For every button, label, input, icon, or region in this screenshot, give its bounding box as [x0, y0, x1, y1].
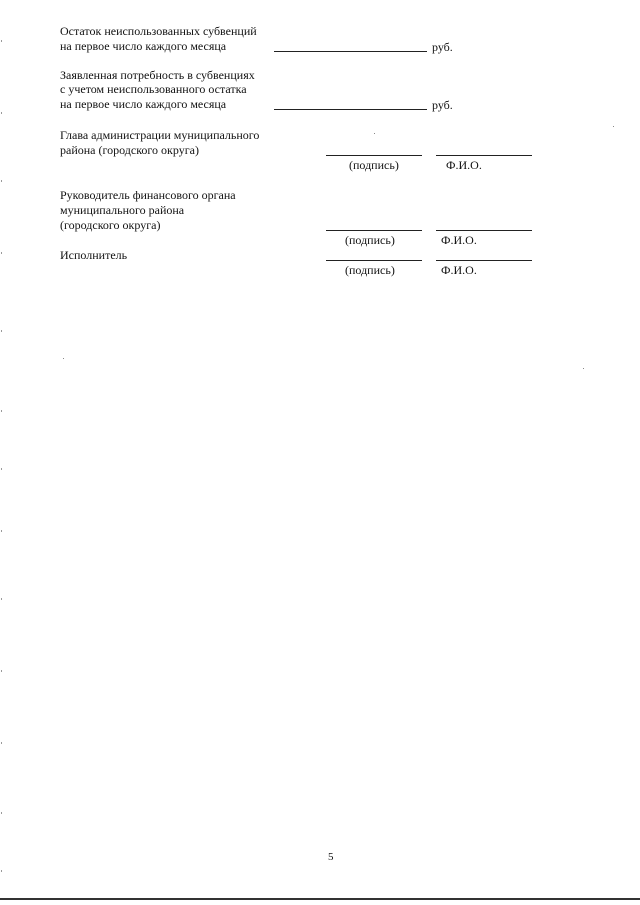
finance-head-label-line2: муниципального района	[60, 203, 185, 217]
scan-bottom-edge	[0, 898, 640, 900]
finance-head-signature-label: (подпись)	[345, 233, 395, 247]
finance-head-label-line1: Руководитель финансового органа	[60, 188, 236, 202]
remainder-label-line2: на первое число каждого месяца	[60, 39, 227, 53]
head-admin-signature-label: (подпись)	[349, 158, 399, 172]
page-number: 5	[328, 851, 334, 863]
finance-head-signature-line	[326, 230, 422, 231]
scan-edge-dot	[1, 468, 2, 470]
scan-edge-dot	[1, 112, 2, 114]
demand-unit: руб.	[432, 98, 453, 112]
head-admin-label-line1: Глава администрации муниципального	[60, 128, 260, 142]
demand-amount-line	[274, 109, 427, 110]
finance-head-name-label: Ф.И.О.	[441, 233, 477, 247]
scan-edge-dot	[1, 330, 2, 332]
head-admin-name-label: Ф.И.О.	[446, 158, 482, 172]
demand-label-line1: Заявленная потребность в субвенциях	[60, 68, 255, 82]
scan-edge-dot	[1, 870, 2, 872]
scan-speck	[374, 133, 375, 134]
scan-edge-dot	[1, 180, 2, 182]
finance-head-label-line3: (городского округа)	[60, 218, 161, 232]
scan-edge-dot	[1, 812, 2, 814]
scan-edge-dot	[1, 40, 2, 42]
head-admin-signature-line	[326, 155, 422, 156]
executor-signature-line	[326, 260, 422, 261]
executor-label: Исполнитель	[60, 248, 128, 262]
head-admin-label-line2: района (городского округа)	[60, 143, 199, 157]
scan-edge-dot	[1, 410, 2, 412]
executor-signature-label: (подпись)	[345, 263, 395, 277]
demand-label-line2: с учетом неиспользованного остатка	[60, 82, 247, 96]
scan-edge-dot	[1, 670, 2, 672]
remainder-amount-line	[274, 51, 427, 52]
scan-speck	[583, 368, 584, 369]
scan-edge-dot	[1, 598, 2, 600]
scan-edge-dot	[1, 742, 2, 744]
remainder-label-line1: Остаток неиспользованных субвенций	[60, 24, 257, 38]
scan-edge-dot	[1, 252, 2, 254]
executor-name-label: Ф.И.О.	[441, 263, 477, 277]
executor-name-line	[436, 260, 532, 261]
finance-head-name-line	[436, 230, 532, 231]
scan-speck	[613, 126, 614, 127]
scan-speck	[63, 358, 64, 359]
head-admin-name-line	[436, 155, 532, 156]
remainder-unit: руб.	[432, 40, 453, 54]
demand-label-line3: на первое число каждого месяца	[60, 97, 227, 111]
scan-edge-dot	[1, 530, 2, 532]
